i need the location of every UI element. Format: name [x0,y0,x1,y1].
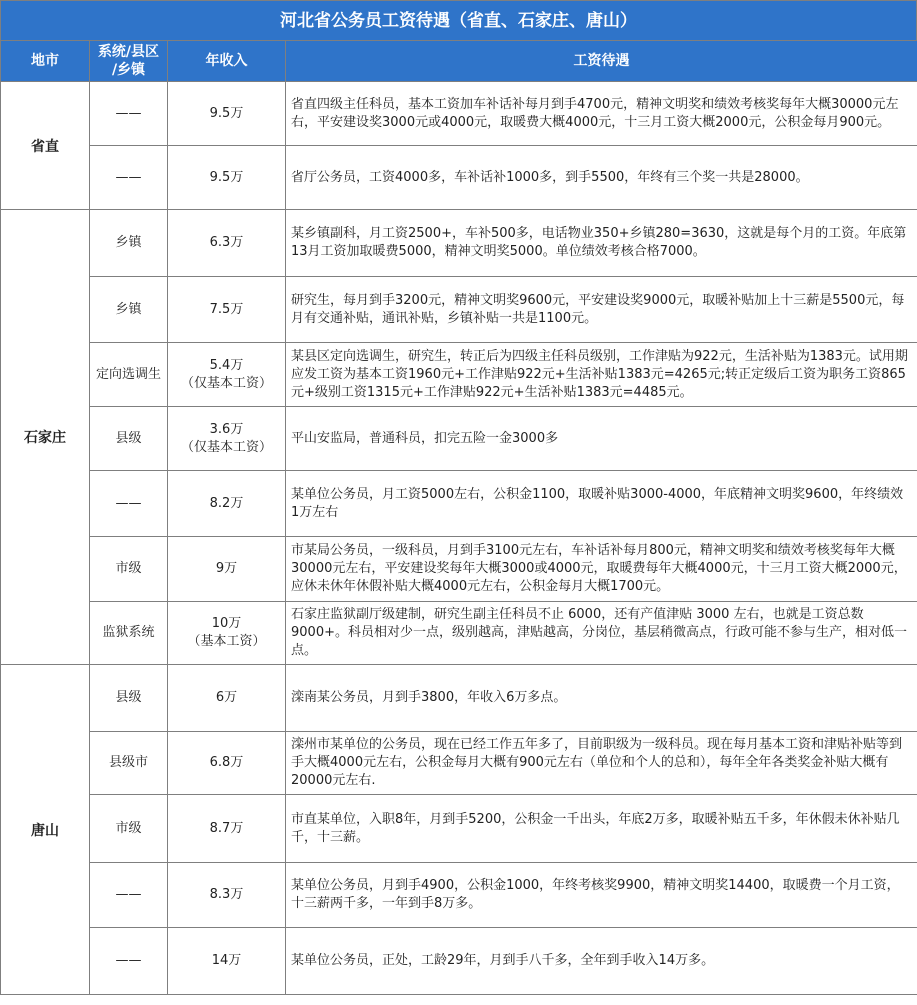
income-cell [168,863,286,928]
table-title: 河北省公务员工资待遇（省直、石家庄、唐山） [0,0,917,40]
salary-description-cell: 某单位公务员，月到手4900，公积金1000，年终考核奖9900，精神文明奖14400，取暖费一个月工资，十三薪两千多，一年到手8万多。 [286,863,917,928]
salary-description-cell: 滦南某公务员，月到手3800，年收入6万多点。 [286,665,917,732]
salary-description-cell: 市某局公务员，一级科员，月到手3100元左右，车补话补每月800元，精神文明奖和绩效考核奖每年大概30000元左右，平安建设奖每年大概3000或4000元，取暖费每年大概4000元，十三月工资大概2000元，应休未休年休假补贴大概4000元左右，公积金每月大概1700元。 [286,537,917,602]
salary-description-cell: 某单位公务员，正处，工龄29年，月到手八千多，全年到手收入14万多。 [286,928,917,995]
table-row [1,537,917,602]
salary-description-cell: 研究生，每月到手3200元，精神文明奖9600元，平安建设奖9000元，取暖补贴加上十三薪是5500元，每月有交通补贴，通讯补贴，乡镇补贴一共是1100元。 [286,277,917,343]
income-cell [168,146,286,210]
income-value: 8.7万 [209,820,244,836]
system-cell: 定向选调生 [90,343,168,407]
table-row [1,343,917,407]
system-cell: —— [90,863,168,928]
income-value: 5.4万 [209,357,244,373]
system-cell: 县级 [90,665,168,732]
income-value: 8.2万 [209,495,244,511]
city-cell: 石家庄 [1,210,90,665]
salary-description-cell: 石家庄监狱副厅级建制，研究生副主任科员不止 6000，还有产值津贴 3000 左右，也就是工资总数 9000+。科员相对少一点，级别越高，津贴越高，分岗位，基层稍微高点，行政可能不参与生产，相对低一点。 [286,602,917,665]
income-value: 6.3万 [209,235,244,250]
header-salary: 工资待遇 [286,41,917,82]
income-value: 14万 [211,953,242,968]
table-row [1,407,917,471]
table-row [1,928,917,995]
header-system-line2: /乡镇 [111,62,146,78]
table-row [1,863,917,928]
header-system-line1: 系统/县区 [97,44,160,60]
income-note: （基本工资） [187,634,266,649]
income-cell [168,82,286,146]
income-cell [168,602,286,665]
income-cell [168,343,286,407]
salary-description-cell: 某乡镇副科，月工资2500+，车补500多，电话物业350+乡镇280=3630，这就是每个月的工资。年底第13月工资加取暖费5000，精神文明奖5000。单位绩效考核合格7000。 [286,210,917,277]
income-note: （仅基本工资） [180,375,272,391]
table-row [1,471,917,537]
system-cell: 乡镇 [90,277,168,343]
salary-description-cell: 省厅公务员，工资4000多，车补话补1000多，到手5500，年终有三个奖一共是28000。 [286,146,917,210]
header-income: 年收入 [168,41,286,82]
system-cell: 县级市 [90,732,168,795]
income-cell [168,795,286,863]
table-row [1,210,917,277]
income-value: 9.5万 [209,105,244,121]
system-cell: 监狱系统 [90,602,168,665]
salary-table [0,40,917,995]
salary-description-cell: 平山安监局，普通科员，扣完五险一金3000多 [286,407,917,471]
system-cell: —— [90,471,168,537]
income-cell [168,471,286,537]
income-value: 6万 [215,690,238,705]
city-cell: 省直 [1,82,90,210]
income-cell [168,732,286,795]
income-cell [168,928,286,995]
header-city: 地市 [1,41,90,82]
income-value: 7.5万 [209,301,244,317]
income-cell [168,277,286,343]
income-value: 3.6万 [209,421,244,437]
table-row [1,277,917,343]
income-cell [168,537,286,602]
salary-description-cell: 某县区定向选调生，研究生，转正后为四级主任科员级别，工作津贴为922元，生活补贴为1383元。试用期应发工资为基本工资1960元+工作津贴922元+生活补贴1383元=4265元;转正定级后工资为职务工资865元+级别工资1315元+工作津贴922元+生活补贴1383元=4485元。 [286,343,917,407]
table-row [1,82,917,146]
table-row [1,795,917,863]
salary-description-cell: 某单位公务员，月工资5000左右，公积金1100，取暖补贴3000-4000，年底精神文明奖9600，年终绩效1万左右 [286,471,917,537]
system-cell: —— [90,82,168,146]
system-cell: —— [90,146,168,210]
table-row [1,602,917,665]
city-cell: 唐山 [1,665,90,995]
system-cell: —— [90,928,168,995]
table-row [1,146,917,210]
table-body [1,82,917,995]
system-cell: 市级 [90,795,168,863]
system-cell: 县级 [90,407,168,471]
income-value: 6.8万 [209,755,244,770]
income-note: （仅基本工资） [180,439,272,455]
salary-description-cell: 市直某单位，入职8年，月到手5200，公积金一千出头，年底2万多，取暖补贴五千多，年休假未休补贴几千，十三薪。 [286,795,917,863]
table-row [1,665,917,732]
salary-description-cell: 滦州市某单位的公务员，现在已经工作五年多了，目前职级为一级科员。现在每月基本工资和津贴补贴等到手大概4000元左右，公积金每月大概有900元左右（单位和个人的总和），每年全年各类奖金补贴大概有20000元左右. [286,732,917,795]
income-value: 9.5万 [209,169,244,185]
income-cell [168,665,286,732]
income-cell [168,210,286,277]
system-cell: 乡镇 [90,210,168,277]
income-value: 10万 [211,616,242,631]
system-cell: 市级 [90,537,168,602]
income-value: 8.3万 [209,887,244,902]
salary-description-cell: 省直四级主任科员，基本工资加车补话补每月到手4700元，精神文明奖和绩效考核奖每年大概30000元左右，平安建设奖3000元或4000元，取暖费大概4000元，十三月工资大概2000元，公积金每月900元。 [286,82,917,146]
table-row [1,732,917,795]
income-value: 9万 [215,561,238,576]
header-system [90,41,168,82]
header-row [1,41,917,82]
income-cell [168,407,286,471]
